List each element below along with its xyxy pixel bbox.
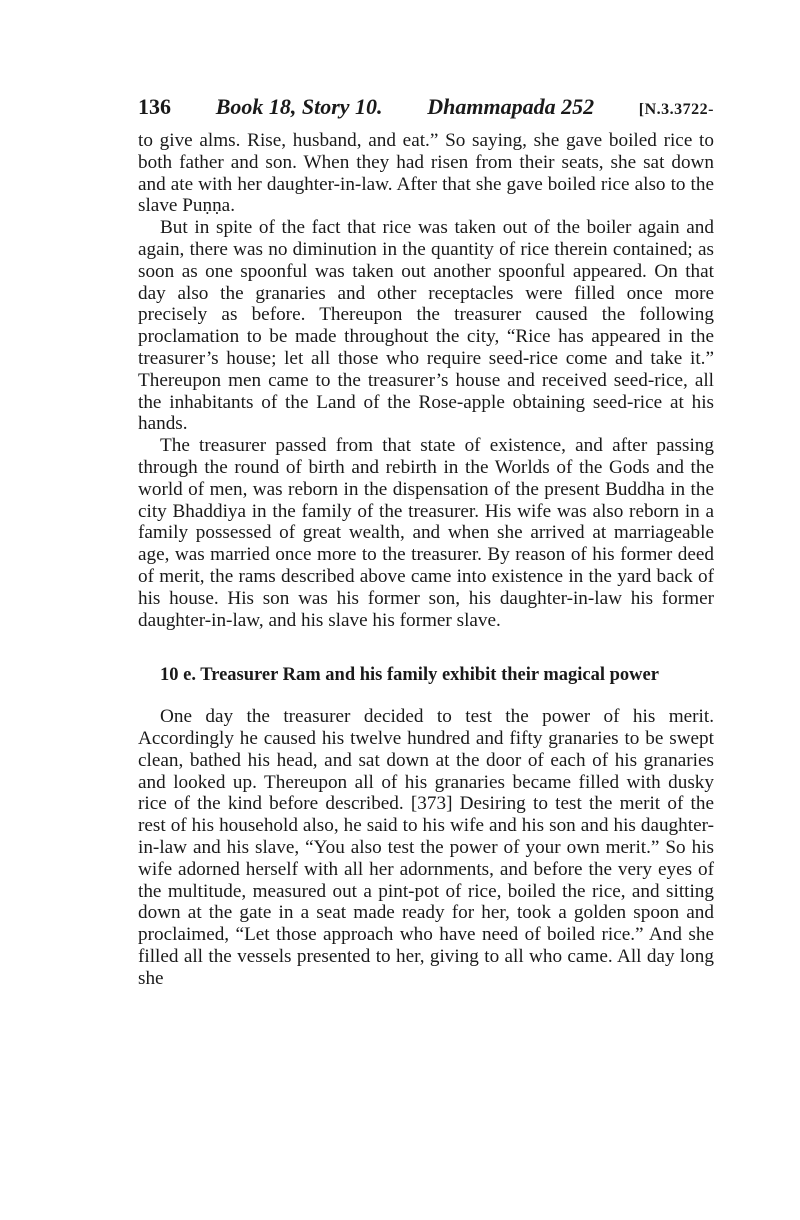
book-page: [138, 94, 714, 989]
text-reference: [N.3.3722-: [638, 101, 714, 118]
book-story-title: Book 18, Story 10.: [215, 94, 383, 119]
paragraph-4: One day the treasurer decided to test the power of his merit. Accordingly he caused his twelve hundred and fifty granaries to be swept clean, bathed his head, and sat down at the door of each of his granaries and looked up. Thereupon all of his granaries became filled with dusky rice of the kind before described. [373] Desiring to test the merit of the rest of his household also, he said to his wife and his son and his daughter-in-law and his slave, “You also test the power of your own merit.” So his wife adorned herself with all her adornments, and before the very eyes of the multitude, measured out a pint-pot of rice, boiled the rice, and sitting down at the gate in a seat made ready for her, took a golden spoon and proclaimed, “Let those approach who have need of boiled rice.” And she filled all the vessels presented to her, giving to all who came. All day long she: [138, 706, 714, 989]
paragraph-1: to give alms. Rise, husband, and eat.” So saying, she gave boiled rice to both father and son. When they had risen from their seats, she sat down and ate with her daughter-in-law. After that she gave boiled rice also to the slave Puṇṇa.: [138, 130, 714, 217]
section-heading: 10 e. Treasurer Ram and his family exhibit their magical power: [160, 665, 659, 686]
paragraph-3: The treasurer passed from that state of existence, and after passing through the round of birth and rebirth in the Worlds of the Gods and the world of men, was reborn in the dispensation of the present Buddha in the city Bhaddiya in the family of the treasurer. His wife was also reborn in a family possessed of great wealth, and when she arrived at marriageable age, was married once more to the treasurer. By reason of his former deed of merit, the rams described above came into existence in the yard back of his house. His son was his former son, his daughter-in-law his former daughter-in-law, and his slave his former slave.: [138, 435, 714, 631]
running-head: [138, 94, 714, 120]
page-number: 136: [138, 94, 171, 119]
body-text: [138, 130, 714, 989]
verse-reference: Dhammapada 252: [427, 94, 595, 119]
paragraph-2: But in spite of the fact that rice was taken out of the boiler again and again, there was no diminution in the quantity of rice therein contained; as soon as one spoonful was taken out another spoonful appeared. On that day also the granaries and other receptacles were filled once more precisely as before. Thereupon the treasurer caused the following proclamation to be made throughout the city, “Rice has appeared in the treasurer’s house; let all those who require seed-rice come and take it.” Thereupon men came to the treasurer’s house and received seed-rice, all the inhabitants of the Land of the Rose-apple obtaining seed-rice at his hands.: [138, 217, 714, 435]
